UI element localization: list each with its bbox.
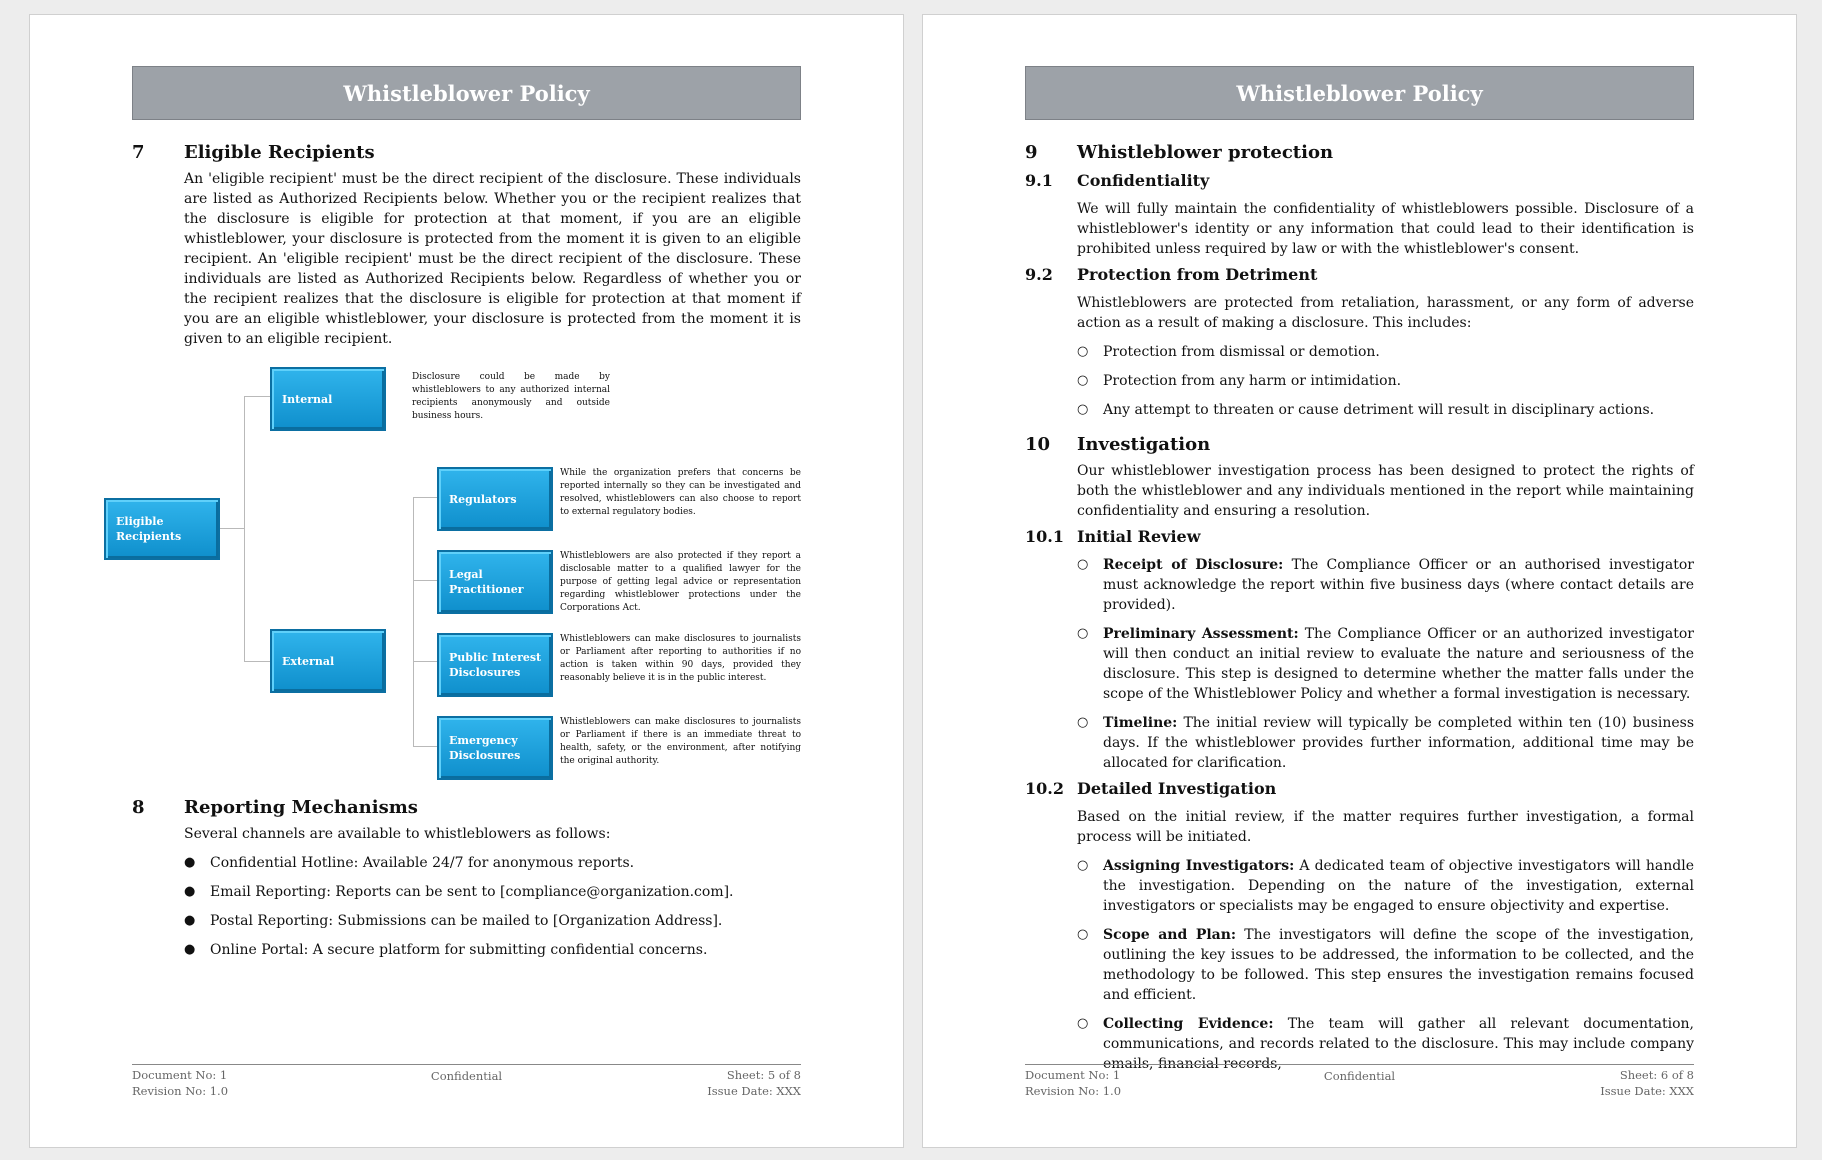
section-title: Protection from Detriment <box>1077 265 1318 284</box>
hollow-bullet-icon: ○ <box>1077 1016 1089 1031</box>
list-item: ● Email Reporting: Reports can be sent to [compliance@organization.com]. <box>184 884 734 900</box>
page-footer <box>132 1064 801 1099</box>
section-heading-10-2 <box>1025 779 1694 798</box>
section-number: 9 <box>1025 142 1038 163</box>
section-heading-9 <box>1025 142 1694 163</box>
section-title: Reporting Mechanisms <box>184 797 418 818</box>
section-title: Whistleblower protection <box>1077 142 1334 163</box>
page-content <box>1025 66 1694 1074</box>
list-item: ● Postal Reporting: Submissions can be mailed to [Organization Address]. <box>184 913 723 929</box>
list-item: ○ Protection from dismissal or demotion. <box>1077 344 1380 360</box>
page-footer <box>1025 1064 1694 1099</box>
node-regulators: Regulators <box>437 467 553 531</box>
bullet-icon: ● <box>184 913 196 928</box>
public-interest-description: Whistleblowers can make disclosures to journalists or Parliament after reporting to authorities if no action is taken within 90 days, provided they reasonably believe it is in the public interest. <box>560 634 801 683</box>
section-number: 10.1 <box>1025 527 1064 546</box>
node-emergency: Emergency Disclosures <box>437 716 553 780</box>
section-number: 10.2 <box>1025 779 1064 798</box>
list-item: ○ Timeline: The initial review will typically be completed within ten (10) business days. If the whistleblower provides further information, additional time may be allocated for clarification. <box>1077 715 1694 771</box>
regulators-description: While the organization prefers that concerns be reported internally so they can be investigated and resolved, whistleblowers can also choose to report to external regulatory bodies. <box>560 468 801 517</box>
hollow-bullet-icon: ○ <box>1077 626 1089 641</box>
detailed-investigation-list <box>1077 856 1694 1074</box>
connector-line <box>413 497 414 746</box>
section-number: 9.1 <box>1025 171 1053 190</box>
connector-line <box>413 580 437 581</box>
node-external: External <box>270 629 386 693</box>
hollow-bullet-icon: ○ <box>1077 344 1089 359</box>
section-title: Detailed Investigation <box>1077 779 1277 798</box>
recipients-diagram <box>116 359 801 789</box>
footer-document-no: Document No: 1 <box>132 1068 228 1082</box>
list-item: ● Online Portal: A secure platform for submitting confidential concerns. <box>184 942 708 958</box>
footer-confidential: Confidential <box>1323 1069 1396 1083</box>
page-content <box>116 66 801 960</box>
footer-revision: Revision No: 1.0 <box>132 1084 229 1098</box>
node-internal: Internal <box>270 367 386 431</box>
connector-line <box>244 661 270 662</box>
section-9-2-paragraph: Whistleblowers are protected from retaliation, harassment, or any form of adverse action as a result of making a disclosure. This includes: <box>1077 295 1694 331</box>
footer-sheet: Sheet: 6 of 8 <box>1619 1068 1694 1082</box>
list-item: ○ Any attempt to threaten or cause detriment will result in disciplinary actions. <box>1077 402 1655 418</box>
section-number: 10 <box>1025 434 1051 455</box>
section-title: Investigation <box>1077 434 1211 455</box>
section-heading-7 <box>132 142 801 163</box>
hollow-bullet-icon: ○ <box>1077 373 1089 388</box>
section-9-1-paragraph: We will fully maintain the confidentiality of whistleblowers possible. Disclosure of a whistleblower's identity or any information that could lead to their identification is prohibited unless required by law or with the whistleblower's consent. <box>1077 201 1694 257</box>
connector-line <box>220 528 244 529</box>
emergency-description: Whistleblowers can make disclosures to journalists or Parliament if there is an immediate threat to health, safety, or the environment, after notifying the original authority. <box>560 717 801 766</box>
section-10-paragraph: Our whistleblower investigation process has been designed to protect the rights of both the whistleblower and any individuals mentioned in the report while maintaining confidentiality and ensuring a resolution. <box>1077 463 1694 519</box>
connector-line <box>244 396 270 397</box>
document-page-6 <box>922 14 1797 1148</box>
list-item: ○ Scope and Plan: The investigators will define the scope of the investigation, outlining the key issues to be addressed, the information to be collected, and the methodology to be followed. This step ensures the investigation remains focused and efficient. <box>1077 927 1694 1003</box>
section-heading-10-1 <box>1025 527 1694 546</box>
section-heading-10 <box>1025 434 1694 455</box>
bullet-icon: ● <box>184 942 196 957</box>
connector-line <box>413 746 437 747</box>
footer-sheet: Sheet: 5 of 8 <box>726 1068 801 1082</box>
section-title: Confidentiality <box>1077 171 1210 190</box>
bullet-icon: ● <box>184 884 196 899</box>
footer-revision: Revision No: 1.0 <box>1025 1084 1122 1098</box>
internal-description: Disclosure could be made by whistleblowers to any authorized internal recipients anonymously and outside business hours. <box>412 372 610 421</box>
list-item: ○ Protection from any harm or intimidation. <box>1077 373 1402 389</box>
section-number: 7 <box>132 142 145 163</box>
page-header-banner: Whistleblower Policy <box>1025 66 1694 120</box>
section-number: 9.2 <box>1025 265 1053 284</box>
section-7-paragraph: An 'eligible recipient' must be the direct recipient of the disclosure. These individuals are listed as Authorized Recipients below. Whether you or the recipient realizes that the disclosure is eligible for protection at that moment, if you are an eligible whistleblower, your disclosure is protected from the moment it is given to an eligible recipient. An 'eligible recipient' must be the direct recipient of the disclosure. These individuals are listed as Authorized Recipients below. Regardless of whether you or the recipient realizes that the disclosure is eligible for protection at that moment if you are an eligible whistleblower, your disclosure is protected from the moment it is given to an eligible recipient. <box>184 171 801 347</box>
list-item: ○ Collecting Evidence: The team will gather all relevant documentation, communications, and records related to the disclosure. This may include company emails, financial records, <box>1077 1016 1695 1072</box>
list-item: ○ Preliminary Assessment: The Compliance Officer or an authorized investigator will then conduct an initial review to evaluate the nature and seriousness of the disclosure. This step is designed to determine whether the matter falls under the scope of the Whistleblower Policy and whether a formal investigation is necessary. <box>1077 626 1694 702</box>
section-heading-9-2 <box>1025 265 1694 284</box>
section-title: Initial Review <box>1077 527 1201 546</box>
section-8-intro: Several channels are available to whistleblowers as follows: <box>184 826 611 842</box>
section-heading-8 <box>132 797 801 818</box>
connector-line <box>244 396 245 661</box>
document-page-5 <box>29 14 904 1148</box>
legal-description: Whistleblowers are also protected if they report a disclosable matter to a qualified lawyer for the purpose of getting legal advice or representation regarding whistleblower protections under the Corporations Act. <box>560 551 801 613</box>
protection-list <box>1077 342 1694 420</box>
list-item: ○ Assigning Investigators: A dedicated team of objective investigators will handle the investigation. Depending on the nature of the investigation, external investigators or specialists may be engaged to ensure objectivity and expertise. <box>1077 858 1694 914</box>
hollow-bullet-icon: ○ <box>1077 858 1089 873</box>
node-eligible-recipients: Eligible Recipients <box>104 498 220 560</box>
page-header-banner: Whistleblower Policy <box>132 66 801 120</box>
bullet-icon: ● <box>184 855 196 870</box>
footer-confidential: Confidential <box>430 1069 503 1083</box>
hollow-bullet-icon: ○ <box>1077 715 1089 730</box>
footer-document-no: Document No: 1 <box>1025 1068 1121 1082</box>
list-item: ● Confidential Hotline: Available 24/7 for anonymous reports. <box>184 855 635 871</box>
initial-review-list <box>1077 555 1694 773</box>
hollow-bullet-icon: ○ <box>1077 557 1089 572</box>
connector-line <box>413 661 437 662</box>
section-heading-9-1 <box>1025 171 1694 190</box>
hollow-bullet-icon: ○ <box>1077 927 1089 942</box>
hollow-bullet-icon: ○ <box>1077 402 1089 417</box>
footer-issue-date: Issue Date: XXX <box>707 1084 801 1098</box>
section-title: Eligible Recipients <box>184 142 375 163</box>
section-10-2-paragraph: Based on the initial review, if the matter requires further investigation, a formal process will be initiated. <box>1077 809 1694 845</box>
node-legal-practitioner: Legal Practitioner <box>437 550 553 614</box>
connector-line <box>413 497 437 498</box>
list-item: ○ Receipt of Disclosure: The Compliance Officer or an authorised investigator must acknowledge the report within five business days (where contact details are provided). <box>1077 557 1694 613</box>
footer-issue-date: Issue Date: XXX <box>1600 1084 1694 1098</box>
section-number: 8 <box>132 797 145 818</box>
reporting-channels-list <box>184 853 801 960</box>
node-public-interest: Public Interest Disclosures <box>437 633 553 697</box>
